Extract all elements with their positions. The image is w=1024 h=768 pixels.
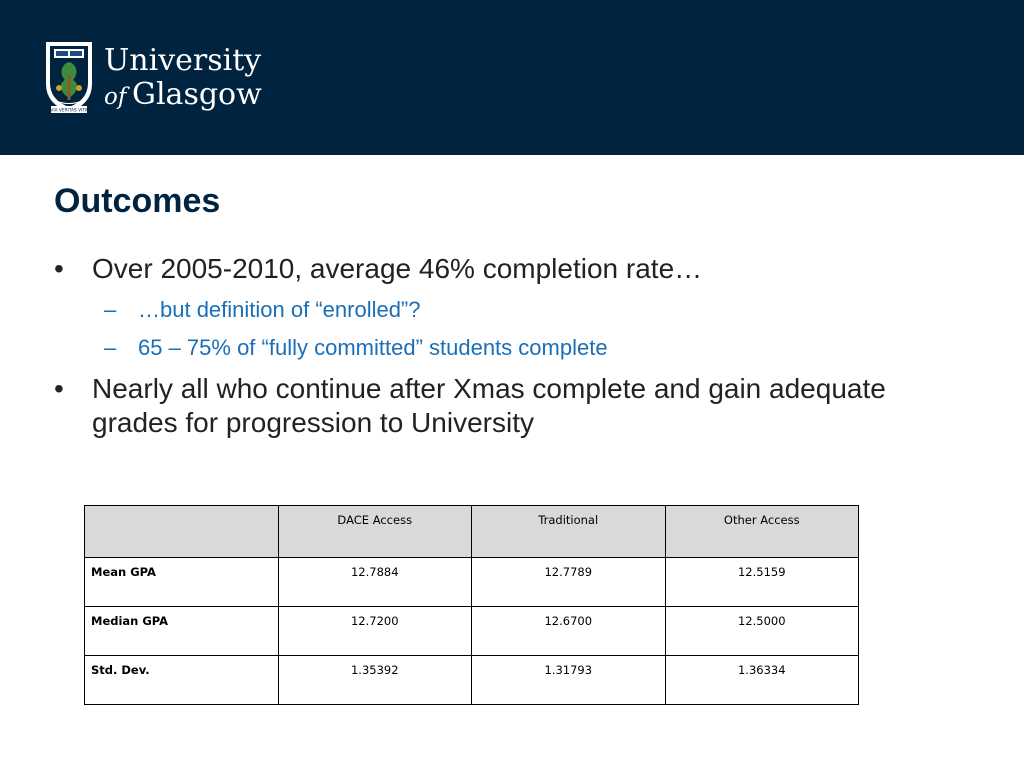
sub-bullet-item xyxy=(54,334,954,362)
table-row xyxy=(85,607,859,656)
table-row-label: Mean GPA xyxy=(85,558,279,607)
gpa-table xyxy=(84,505,859,705)
table-cell: 1.36334 xyxy=(665,656,859,705)
bullet-list xyxy=(54,252,954,440)
crest-icon xyxy=(46,42,92,114)
sub-bullet-text: …but definition of “enrolled”? xyxy=(138,297,421,322)
bullet-item xyxy=(54,252,954,286)
table-cell: 1.35392 xyxy=(278,656,472,705)
table-header-cell: Traditional xyxy=(472,506,666,558)
bullet-item xyxy=(54,372,954,440)
table-cell: 1.31793 xyxy=(472,656,666,705)
sub-bullet-item xyxy=(54,296,954,324)
table-cell: 12.6700 xyxy=(472,607,666,656)
table-cell: 12.7789 xyxy=(472,558,666,607)
table-header-cell xyxy=(85,506,279,558)
university-logo xyxy=(44,40,274,115)
table-header-cell: DACE Access xyxy=(278,506,472,558)
bullet-text: Over 2005-2010, average 46% completion rate… xyxy=(92,253,703,284)
logo-university-text: University xyxy=(104,43,262,78)
table-row xyxy=(85,558,859,607)
table-header-cell: Other Access xyxy=(665,506,859,558)
table-cell: 12.5000 xyxy=(665,607,859,656)
bullet-icon: • xyxy=(54,373,64,404)
dash-icon: – xyxy=(104,335,117,360)
table-row-label: Median GPA xyxy=(85,607,279,656)
slide-title: Outcomes xyxy=(54,182,221,220)
logo-of-text: of xyxy=(104,84,127,110)
table-row-label: Std. Dev. xyxy=(85,656,279,705)
table-cell: 12.5159 xyxy=(665,558,859,607)
header-bar xyxy=(0,0,1024,155)
table-header-row xyxy=(85,506,859,558)
bullet-text: Nearly all who continue after Xmas complete and gain adequate grades for progression to University xyxy=(92,373,886,438)
table-row xyxy=(85,656,859,705)
table-cell: 12.7200 xyxy=(278,607,472,656)
svg-text:VIA VERITAS VITA: VIA VERITAS VITA xyxy=(50,108,88,114)
dash-icon: – xyxy=(104,297,117,322)
bullet-icon: • xyxy=(54,253,64,284)
logo-glasgow-text: Glasgow xyxy=(132,77,262,112)
table-cell: 12.7884 xyxy=(278,558,472,607)
sub-bullet-text: 65 – 75% of “fully committed” students complete xyxy=(138,335,608,360)
